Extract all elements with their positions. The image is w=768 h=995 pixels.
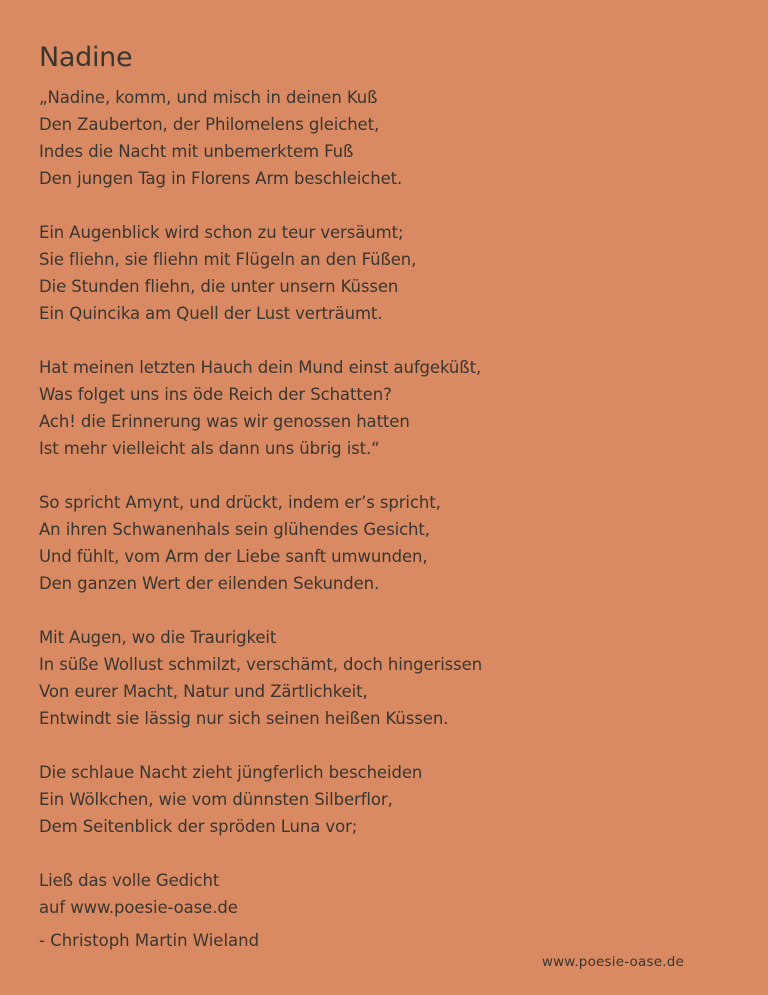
poem-body [39,84,739,840]
poem-line: Sie fliehn, sie fliehn mit Flügeln an den Füßen, [39,250,417,269]
poem-line: Hat meinen letzten Hauch dein Mund einst aufgeküßt, [39,358,482,377]
poem-line: Ein Augenblick wird schon zu teur versäumt; [39,223,404,242]
poem-line: Den Zauberton, der Philomelens gleichet, [39,115,380,134]
read-more-link[interactable]: auf www.poesie-oase.de [39,898,238,917]
footer-website-link[interactable]: www.poesie-oase.de [541,954,684,970]
poem-line: So spricht Amynt, und drückt, indem er’s spricht, [39,493,441,512]
poem-line: In süße Wollust schmilzt, verschämt, doch hingerissen [39,655,483,674]
read-more-line: Ließ das volle Gedicht [39,871,220,890]
poem-title: Nadine [39,42,133,73]
poem-line: Den ganzen Wert der eilenden Sekunden. [39,574,380,593]
stanza [39,219,739,327]
poem-line: Dem Seitenblick der spröden Luna vor; [39,817,358,836]
poem-line: Ein Wölkchen, wie vom dünnsten Silberflor, [39,790,393,809]
poem-line: Ist mehr vielleicht als dann uns übrig ist.“ [39,439,380,458]
poem-line: Entwindt sie lässig nur sich seinen heißen Küssen. [39,709,449,728]
stanza [39,84,739,192]
stanza [39,489,739,597]
poem-line: Und fühlt, vom Arm der Liebe sanft umwunden, [39,547,428,566]
poem-line: Ach! die Erinnerung was wir genossen hatten [39,412,410,431]
poem-line: Indes die Nacht mit unbemerktem Fuß [39,142,354,161]
read-more-note [39,867,739,921]
stanza [39,624,739,732]
poem-line: Mit Augen, wo die Traurigkeit [39,628,277,647]
stanza [39,759,739,840]
poem-author: - Christoph Martin Wieland [39,931,260,950]
poem-line: Die Stunden fliehn, die unter unsern Küssen [39,277,399,296]
poem-line: An ihren Schwanenhals sein glühendes Gesicht, [39,520,430,539]
poem-line: Den jungen Tag in Florens Arm beschleichet. [39,169,403,188]
poem-line: Was folget uns ins öde Reich der Schatten? [39,385,392,404]
poem-line: Ein Quincika am Quell der Lust verträumt. [39,304,383,323]
poem-line: „Nadine, komm, und misch in deinen Kuß [39,88,378,107]
poem-line: Von eurer Macht, Natur und Zärtlichkeit, [39,682,368,701]
stanza [39,354,739,462]
poem-page [39,38,739,954]
poem-line: Die schlaue Nacht zieht jüngferlich bescheiden [39,763,423,782]
